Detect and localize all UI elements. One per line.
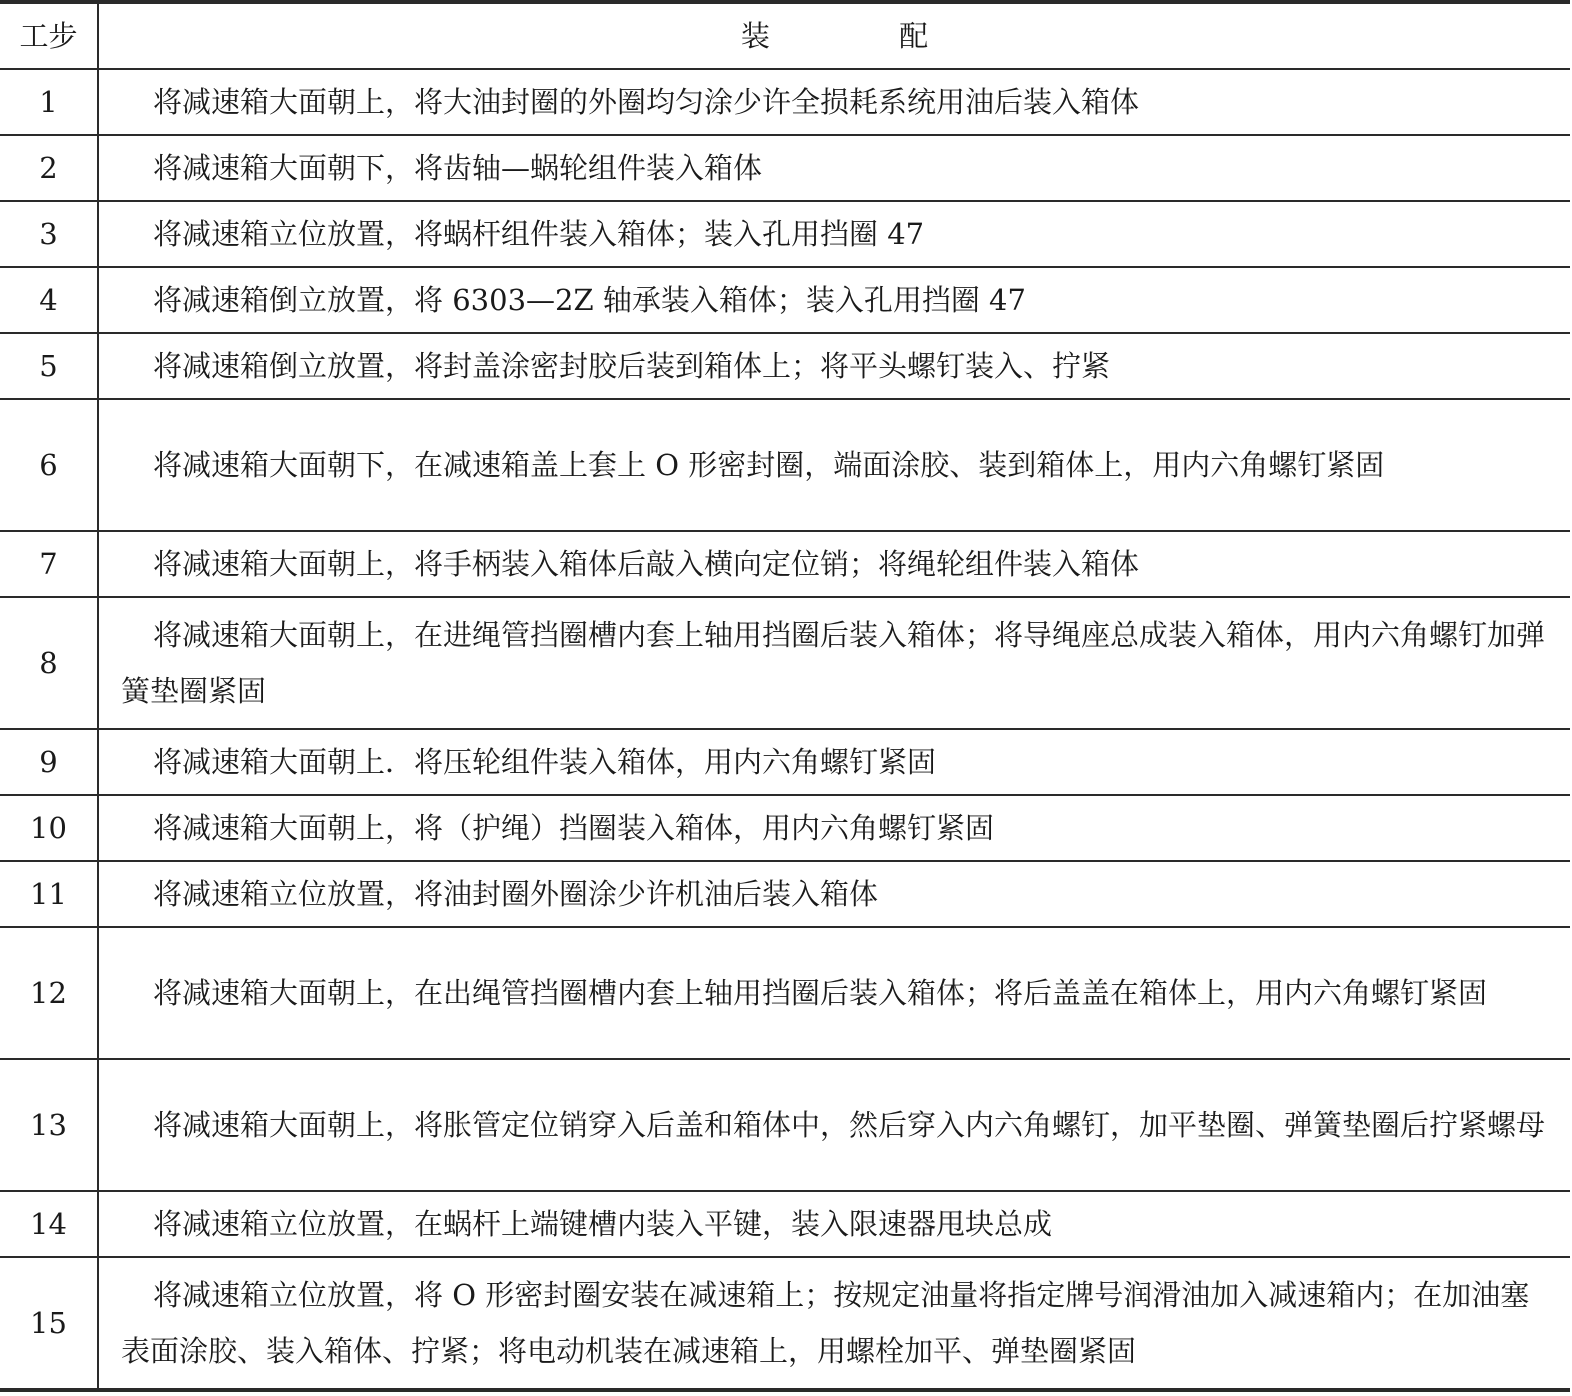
table-row — [0, 1257, 1570, 1390]
step-number: 12 — [0, 927, 98, 1059]
step-description: 将减速箱大面朝上，将大油封圈的外圈均匀涂少许全损耗系统用油后装入箱体 — [98, 69, 1570, 135]
table-row — [0, 1191, 1570, 1257]
step-number: 4 — [0, 267, 98, 333]
step-number: 13 — [0, 1059, 98, 1191]
step-description: 将减速箱大面朝上．将压轮组件装入箱体，用内六角螺钉紧固 — [98, 729, 1570, 795]
header-assembly: 装 配 — [98, 2, 1570, 69]
step-description: 将减速箱大面朝上，在进绳管挡圈槽内套上轴用挡圈后装入箱体；将导绳座总成装入箱体，用内六角螺钉加弹簧垫圈紧固 — [98, 597, 1570, 729]
step-number: 8 — [0, 597, 98, 729]
table-row — [0, 201, 1570, 267]
table-row — [0, 1059, 1570, 1191]
step-number: 10 — [0, 795, 98, 861]
table-header-row — [0, 2, 1570, 69]
step-description: 将减速箱立位放置，在蜗杆上端键槽内装入平键，装入限速器甩块总成 — [98, 1191, 1570, 1257]
table-row — [0, 267, 1570, 333]
step-number: 7 — [0, 531, 98, 597]
step-description: 将减速箱立位放置，将 O 形密封圈安装在减速箱上；按规定油量将指定牌号润滑油加入减速箱内；在加油塞表面涂胶、装入箱体、拧紧；将电动机装在减速箱上，用螺栓加平、弹垫圈紧固 — [98, 1257, 1570, 1390]
step-number: 5 — [0, 333, 98, 399]
step-description: 将减速箱立位放置，将蜗杆组件装入箱体；装入孔用挡圈 47 — [98, 201, 1570, 267]
table-row — [0, 927, 1570, 1059]
step-description: 将减速箱大面朝上，将手柄装入箱体后敲入横向定位销；将绳轮组件装入箱体 — [98, 531, 1570, 597]
header-step: 工步 — [0, 2, 98, 69]
table-row — [0, 135, 1570, 201]
step-number: 3 — [0, 201, 98, 267]
step-number: 9 — [0, 729, 98, 795]
table-row — [0, 531, 1570, 597]
step-number: 6 — [0, 399, 98, 531]
step-description: 将减速箱大面朝上，在出绳管挡圈槽内套上轴用挡圈后装入箱体；将后盖盖在箱体上，用内六角螺钉紧固 — [98, 927, 1570, 1059]
table-row — [0, 69, 1570, 135]
step-number: 2 — [0, 135, 98, 201]
step-number: 11 — [0, 861, 98, 927]
table-row — [0, 729, 1570, 795]
table-row — [0, 861, 1570, 927]
step-number: 15 — [0, 1257, 98, 1390]
step-description: 将减速箱大面朝上，将胀管定位销穿入后盖和箱体中，然后穿入内六角螺钉，加平垫圈、弹簧垫圈后拧紧螺母 — [98, 1059, 1570, 1191]
table-row — [0, 795, 1570, 861]
step-description: 将减速箱大面朝下，在减速箱盖上套上 O 形密封圈，端面涂胶、装到箱体上，用内六角螺钉紧固 — [98, 399, 1570, 531]
step-description: 将减速箱倒立放置，将 6303—2Z 轴承装入箱体；装入孔用挡圈 47 — [98, 267, 1570, 333]
step-description: 将减速箱大面朝下，将齿轴—蜗轮组件装入箱体 — [98, 135, 1570, 201]
table-row — [0, 399, 1570, 531]
step-number: 14 — [0, 1191, 98, 1257]
step-description: 将减速箱大面朝上，将（护绳）挡圈装入箱体，用内六角螺钉紧固 — [98, 795, 1570, 861]
table-row — [0, 597, 1570, 729]
step-description: 将减速箱倒立放置，将封盖涂密封胶后装到箱体上；将平头螺钉装入、拧紧 — [98, 333, 1570, 399]
step-description: 将减速箱立位放置，将油封圈外圈涂少许机油后装入箱体 — [98, 861, 1570, 927]
step-number: 1 — [0, 69, 98, 135]
table-row — [0, 333, 1570, 399]
